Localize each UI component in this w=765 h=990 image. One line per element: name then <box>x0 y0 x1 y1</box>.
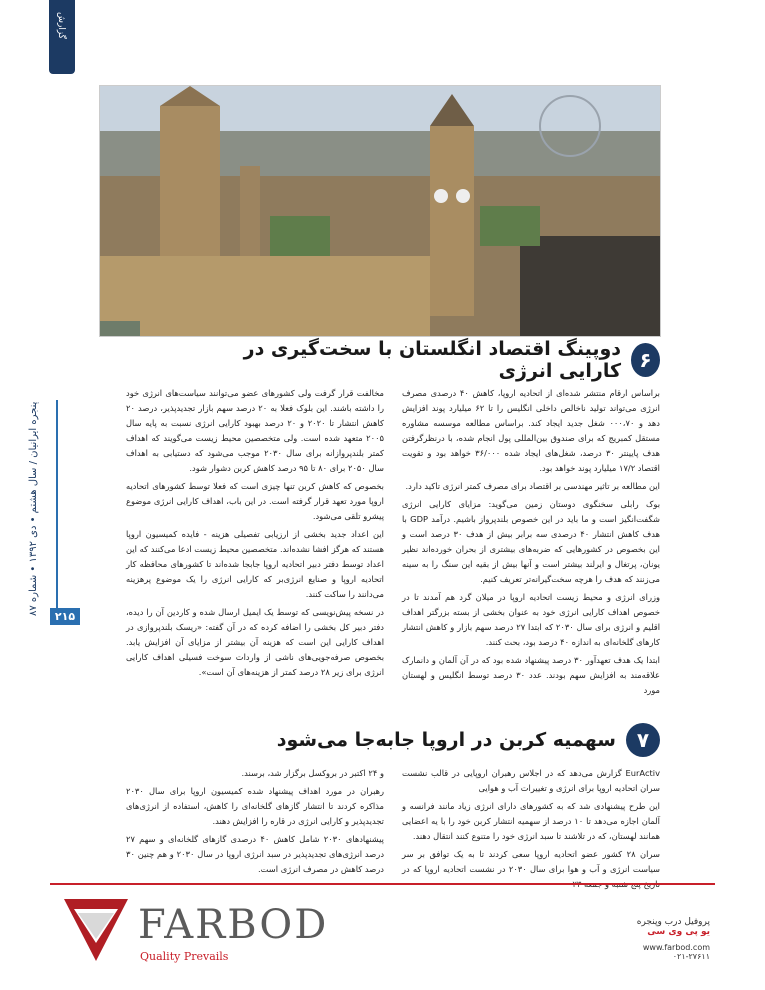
ad-product-line: پروفیل درب وپنجره <box>636 917 710 927</box>
article-6-paragraph: این مطالعه بر تاثیر مهندسی بر اقتصاد برای مصرف کمتر انرژی تاکید دارد. <box>405 481 660 491</box>
page-number: ۲۱۵ <box>50 608 80 625</box>
article-7-paragraph: این طرح پیشنهادی شد که به کشورهای دارای انرژی زیاد مانند فرانسه و آلمان اجازه می‌دهد تا ۱۰ درصد از سهمیه انتشار کربن خود را با یه اعضایی همانند لهستان، که در تلاشند تا سبد انرژی خود را متنوع کنند انتقال دهند. <box>402 801 660 841</box>
article-6-paragraph: در نسخه پیش‌نویسی که توسط یک ایمیل ارسال شده و کاردین آن را دیده، دفتر دبیر کل بخشی را اضافه کرده که در آن گفته: «ریسک بلندپروازی در اهداف کارایی این است که هزینه آن بیشتر از مزایای آن افزایش یابد. بخصوص صرفه‌جویی‌های ناشی از واردات سوخت فسیلی اهداف کارایی انرژی برای زیر ۲۸ درصد کمتر از هزینه‌های آن است». <box>126 607 384 677</box>
article-6-paragraph: وزرای انرژی و محیط زیست اتحادیه اروپا در میلان گرد هم آمدند تا در خصوص اهداف کارایی انرژی خود به عنوان بخشی از بسته بزرگتر اهداف اقلیم و انرژی برای سال ۲۰۳۰ که ابتدا ۲۷ درصد سهم بازار و کاهش انتشار کارهای گلخانه‌ای به اندازه ۴۰ درصد بود، بحث کنند. <box>402 592 661 647</box>
ad-divider <box>50 883 715 885</box>
article-7-paragraph: سران ۲۸ کشور عضو اتحادیه اروپا سعی کردند تا به یک توافق بر سر سیاست انرژی و آب و هوا برای سال ۲۰۳۰ در نشست اتحادیه اروپا که در <box>402 849 660 874</box>
farbod-logo-icon <box>60 895 132 965</box>
article-7-paragraph: و ۲۴ اکتبر در بروکسل برگزار شد، برسند. <box>241 768 384 778</box>
article-7-paragraph: پیشنهادهای ۲۰۳۰ شامل کاهش ۴۰ درصدی گازهای گلخانه‌ای و سهم ۲۷ درصد انرژی‌های تجدیدپذیر در سبد انرژی اروپا در سال ۲۰۳۰ و هم چنین ۳۰ درصد کاهش در مصرف انرژی است. <box>126 834 385 874</box>
article-6-left-column <box>126 386 384 683</box>
section-tab <box>49 0 75 74</box>
article-6-right-column <box>402 386 660 701</box>
article-7-left-column <box>126 766 384 880</box>
article-7-number: ۷ <box>626 723 660 757</box>
farbod-tagline: Quality Prevails <box>140 950 229 963</box>
ad-upvc-line: یو پی وی سی <box>647 927 710 937</box>
article-6-paragraph: بوک رابلی سخنگوی دوستان زمین می‌گوید: مزایای کارایی انرژی شگفت‌انگیز است و ما باید در این خصوص بلندپرواز باشیم. درآمد GDP با هدف کاهش انتشار ۴۰ درصدی سه برابر بیش از هدف ۳۰ درصد است و این بخصوص در کشورهایی که ضربه‌های بیشتری از بحران خورده‌اند نظیر یونان، پرتغال و ایرلند بیشتر است و آنها بیش از بقیه این سنگ را به سینه می‌زنند که هدف را هرچه سخت‌گیرانه‌تر تعریف کنیم. <box>402 499 660 584</box>
ad-contact <box>600 917 710 961</box>
article-6-paragraph: براساس ارقام منتشر شده‌ای از اتحادیه اروپا، کاهش ۴۰ درصدی مصرف انرژی می‌تواند تولید ناخالص داخلی انگلیس را تا ۶۲ میلیارد پوند افزایش دهد و ۰۰۰،۷۰ شغل جدید ایجاد کند. براساس مطالعه موسسه مشاوره مستقل کمبریج که برای صندوق بین‌المللی پول انجام شده، با درنظرگرفتن هدف پایینتر ۳۰ درصد، شغل‌های ایجاد شده ۳۶/۰۰۰ خواهد بود و تقویت اقتصاد ۱۷/۲ میلیارد پوند خواهد بود. <box>402 388 661 473</box>
parliament-photo <box>99 85 661 337</box>
article-7-title: سهمیه کربن در اروپا جابه‌جا می‌شود <box>276 729 616 751</box>
article-7-paragraph: رهبران در مورد اهداف پیشنهاد شده کمیسیون اروپا برای سال ۲۰۳۰ مذاکره کردند تا انتشار گازهای گلخانه‌ای را کاهش، استفاده از انرژی‌های تجدیدپذیر و کارایی انرژی در قاره را افزایش دهند. <box>126 786 384 826</box>
ad-phone: ۰۲۱-۲۷۶۱۱ <box>672 952 710 961</box>
article-6-paragraph: این اعداد جدید بخشی از ارزیابی تفصیلی هزینه - فایده کمیسیون اروپا هستند که هرگز افشا نشده‌اند. متخصصین محیط زیست ادعا می‌کنند که این اعداد توسط دفتر دبیر اتحادیه اروپا جابجا شده‌اند تا کشورهای محافظه کار اتحادیه اروپا و صنایع انرژی‌بر که کارایی انرژی را یک موضوع پرهزینه می‌دانند را ساکت کنند. <box>126 529 384 599</box>
article-7-headline <box>190 722 660 758</box>
article-7-paragraph: EurActiv گزارش می‌دهد که در اجلاس رهبران اروپایی در قالب نشست سران اتحادیه اروپا برای انرژی و تغییرات آب و هوایی <box>402 768 660 793</box>
article-6-headline <box>190 338 660 382</box>
article-6-paragraph: مخالفت قرار گرفت ولی کشورهای عضو می‌توانند سیاست‌های انرژی خود را داشته باشند. این بلوک فعلا به ۲۰ درصد سهم بازار تجدیدپذیر، درصد ۲۰ کاهش انتشار تا ۲۰۲۰ و ۲۰ درصد بهبود کارایی انرژی نسبت به پایه سال ۲۰۰۵ متعهد شده است. ولی متخصصین محیط زیست می‌گویند که اهداف کمتر بلندپروازانه برای سال ۲۰۳۰ موجب می‌شود که دستیابی به اهداف سال ۲۰۵۰ برای ۸۰ تا ۹۵ درصد کاهش کربن دشوار شود. <box>126 388 384 473</box>
article-6-paragraph: ابتدا یک هدف تعهدآور ۳۰ درصد پیشنهاد شده بود که در آن آلمان و دانمارک علاقه‌مند به افزایش سهم بودند. عدد ۳۰ درصد توسط انگلیس و لهستان مورد <box>402 655 661 695</box>
farbod-brand: FARBOD <box>138 902 329 948</box>
article-6-title: دوپینگ اقتصاد انگلستان با سخت‌گیری در کارایی انرژی <box>243 338 622 382</box>
article-7-right-column <box>402 766 660 895</box>
side-ribbon <box>56 400 58 610</box>
article-6-paragraph: بخصوص که کاهش کربن تنها چیزی است که فعلا توسط کشورهای اتحادیه اروپا مورد تعهد قرار گرفته است. در این باب، اهداف کارایی انرژی موضوع پیشرو تلقی می‌شود. <box>126 481 384 521</box>
ad-website[interactable]: www.farbod.com <box>642 943 710 952</box>
section-tab-label: گزارش <box>56 12 66 40</box>
side-caption: پنجره ایرانیان / سال هشتم • دی ۱۳۹۲ • شماره ۸۷ <box>28 402 39 617</box>
article-6-number: ۶ <box>631 343 660 377</box>
westminster-illustration <box>100 86 660 336</box>
